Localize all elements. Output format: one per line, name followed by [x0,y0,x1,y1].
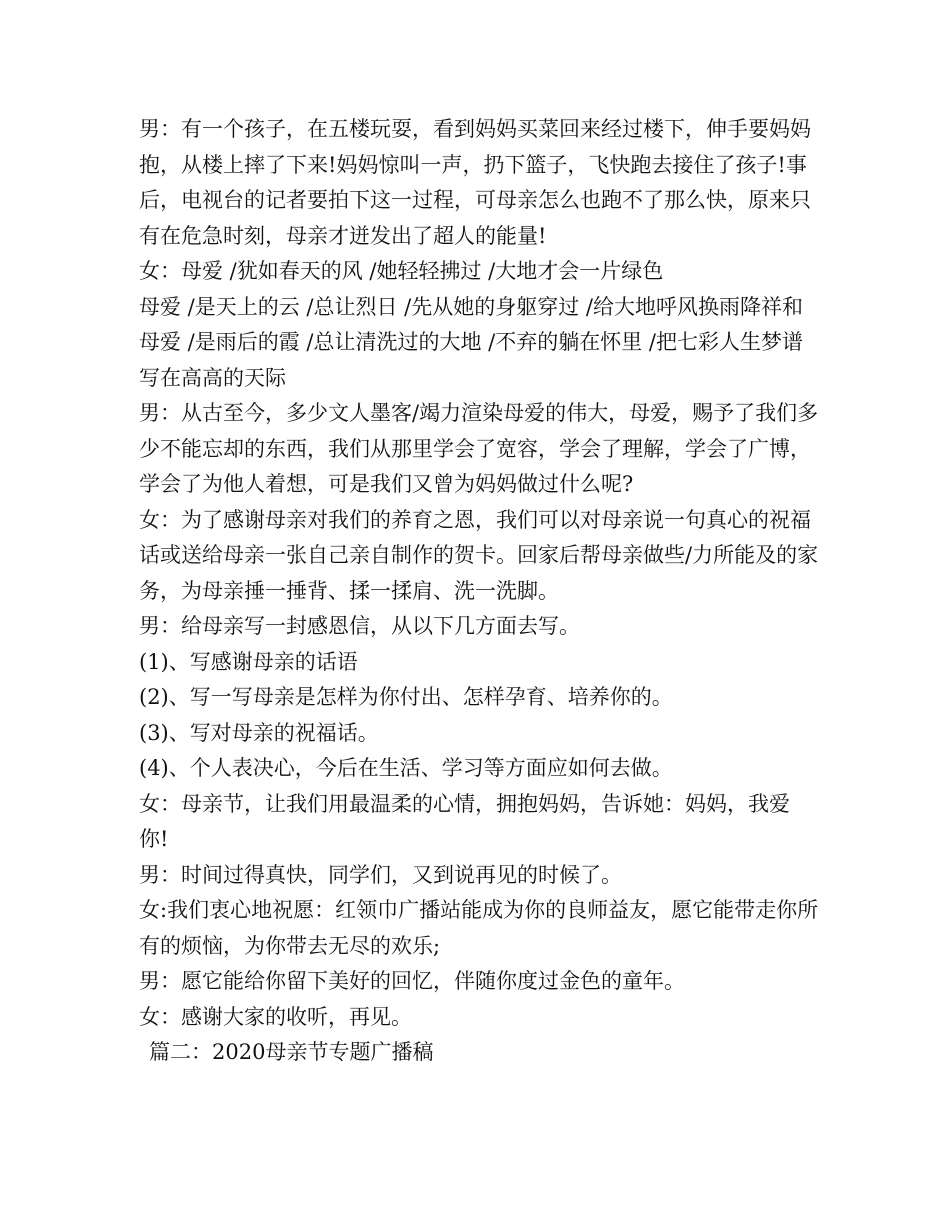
document-body [139,112,819,1071]
paragraph-thanks: 女：感谢大家的收听，再见。 [139,1004,412,1029]
paragraph-gratitude: 女：为了感谢母亲对我们的养育之恩，我们可以对母亲说一句真心的祝福话或送给母亲一张自己亲自制作的贺卡。回家后帮母亲做些/力所能及的家务，为母亲捶一捶背、揉一揉肩、洗一洗脚。 [139,507,819,603]
paragraph-poem-2: 母爱 /是天上的云 /总让烈日 /先从她的身躯穿过 /给大地呼风换雨降祥和 [139,294,803,319]
paragraph-wish: 女:我们衷心地祝愿：红领巾广播站能成为你的良师益友，愿它能带走你所有的烦恼，为你带去无尽的欢乐; [139,898,819,958]
list-item: (4)、个人表决心，今后在生活、学习等方面应如何去做。 [139,756,673,780]
paragraph-letter-intro: 男：给母亲写一封感恩信，从以下几方面去写。 [139,614,580,638]
list-item: (2)、写一写母亲是怎样为你付出、怎样孕育、培养你的。 [139,685,673,709]
paragraph-memory: 男：愿它能给你留下美好的回忆，伴随你度过金色的童年。 [139,969,685,993]
paragraph-mothers-day: 女：母亲节，让我们用最温柔的心情，拥抱妈妈，告诉她：妈妈，我爱你! [139,791,790,851]
paragraph-literati: 男：从古至今，多少文人墨客/竭力渲染母爱的伟大，母爱，赐予了我们多少不能忘却的东西，我们从那里学会了宽容，学会了理解，学会了广博，学会了为他人着想，可是我们又曾为妈妈做过什么呢? [139,401,819,496]
paragraph-poem-3: 母爱 /是雨后的霞 /总让清洗过的大地 /不弃的躺在怀里 /把七彩人生梦谱写在高高的天际 [139,330,803,390]
list-item: (3)、写对母亲的祝福话。 [139,720,379,745]
list-item: (1)、写感谢母亲的话语 [139,649,358,674]
paragraph-farewell: 男：时间过得真快，同学们，又到说再见的时候了。 [139,862,622,887]
section-title: 篇二：2020母亲节专题广播稿 [149,1040,434,1064]
paragraph-story: 男：有一个孩子，在五楼玩耍，看到妈妈买菜回来经过楼下，伸手要妈妈抱，从楼上摔了下来!妈妈惊叫一声，扔下篮子，飞快跑去接住了孩子!事后，电视台的记者要拍下这一过程，可母亲怎么也跑不了那么快，原来只有在危急时刻，母亲才迸发出了超人的能量! [139,117,811,248]
paragraph-poem-1: 女：母爱 /犹如春天的风 /她轻轻拂过 /大地才会一片绿色 [139,259,664,283]
